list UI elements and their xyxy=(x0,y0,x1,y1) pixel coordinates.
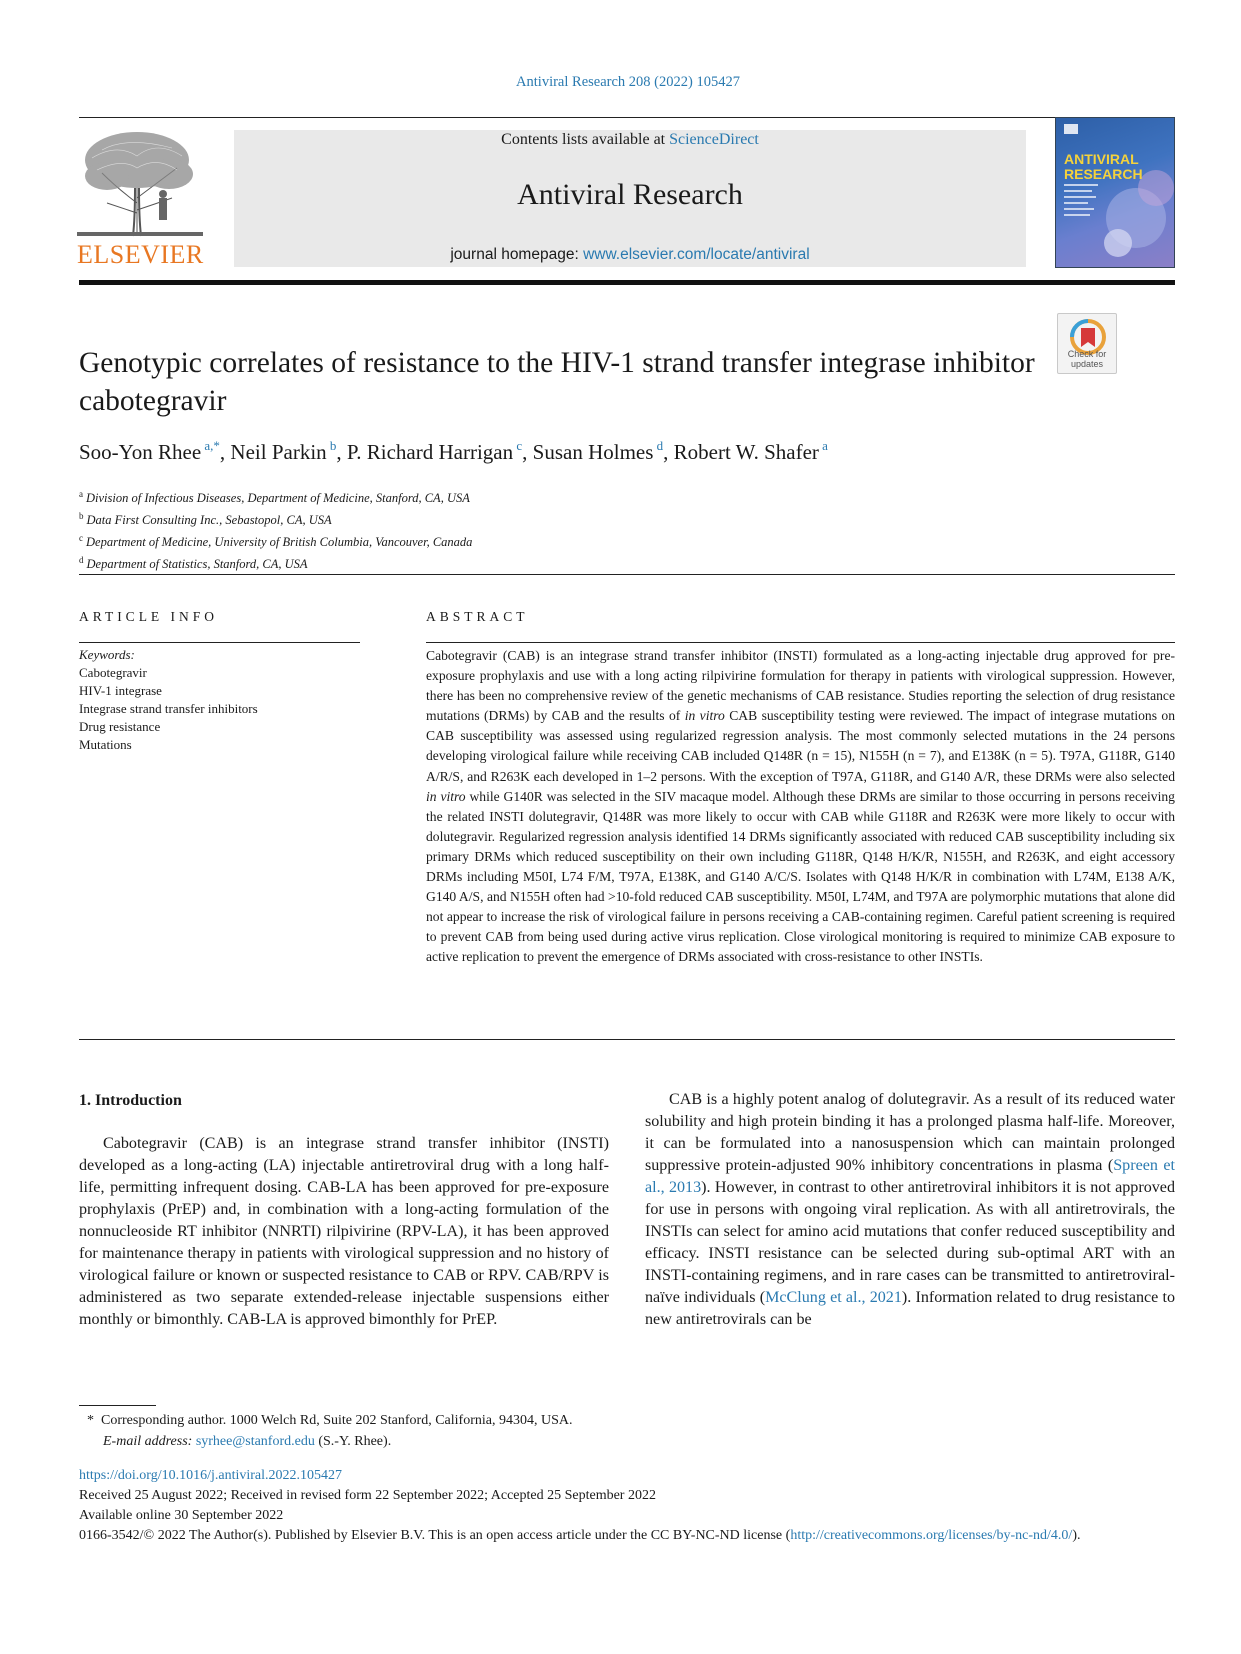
abstract-rule xyxy=(426,642,1175,643)
journal-cover-image xyxy=(1055,117,1175,268)
publication-info xyxy=(79,1466,1175,1546)
elsevier-wordmark: ELSEVIER xyxy=(77,240,204,269)
text-run: Cabotegravir (CAB) is an integrase strand transfer inhibitor (INSTI) formulated as a long-acting injectable drug approved for pre-exposure prophylaxis and use with a long acting rilpivirine formulation for therapy in patients with virological suppression. However, there has been no comprehensive review of the genetic mechanisms of CAB resistance. Studies reporting the selection of drug resistance mutations (DRMs) by CAB and the results of xyxy=(426,648,1175,724)
corresponding-address: Corresponding author. 1000 Welch Rd, Suite 202 Stanford, California, 94304, USA. xyxy=(101,1413,573,1428)
doi-link[interactable]: https://doi.org/10.1016/j.antiviral.2022.105427 xyxy=(79,1468,343,1483)
sciencedirect-link[interactable]: ScienceDirect xyxy=(669,131,759,148)
text-run: Cabotegravir (CAB) is an integrase strand transfer inhibitor (INSTI) developed as a long-acting (LA) injectable antiretroviral drug with a long half-life, permitting infrequent dosing. CAB-LA has been approved for pre-exposure prophylaxis (PrEP) and, in combination with a long-acting formulation of the nonnucleoside RT inhibitor (NNRTI) rilpivirine (RPV-LA), it has been approved for maintenance therapy in patients with virological suppression and no history of virological failure or known or suspected resistance to CAB or RPV. CAB/RPV is administered as two separate extended-release injectable suspensions either monthly or bimonthly. CAB-LA is approved bimonthly for PrEP. xyxy=(79,1135,609,1328)
italic-term: in vitro xyxy=(426,788,466,804)
received-dates: Received 25 August 2022; Received in revised form 22 September 2022; Accepted 25 September 2022 xyxy=(79,1488,656,1503)
author-name: Robert W. Shafer xyxy=(673,440,819,464)
keywords-block xyxy=(79,646,360,754)
affiliation-text: Department of Medicine, University of British Columbia, Vancouver, Canada xyxy=(86,535,473,549)
online-date: Available online 30 September 2022 xyxy=(79,1508,284,1523)
affiliation-marker: b xyxy=(79,511,84,521)
footnote-star: * xyxy=(87,1413,94,1428)
keywords-list xyxy=(79,664,360,754)
email-label: E-mail address: xyxy=(103,1434,193,1449)
elsevier-logo xyxy=(77,128,203,270)
author-separator: , xyxy=(663,440,674,464)
intro-paragraph-left xyxy=(79,1133,609,1331)
cover-title: ANTIVIRAL RESEARCH xyxy=(1064,151,1143,182)
keyword-item: Mutations xyxy=(79,737,132,752)
keyword-item: Integrase strand transfer inhibitors xyxy=(79,701,258,716)
author-affiliation-link[interactable]: d xyxy=(653,438,664,453)
top-rule xyxy=(79,117,1175,118)
check-for-updates-button[interactable] xyxy=(1057,313,1117,374)
author-separator: , xyxy=(219,440,231,464)
abstract-text xyxy=(426,646,1175,968)
text-run: ). However, in contrast to other antiretroviral inhibitors it is not approved for use in persons with ongoing viral replication. As with all antiretrovirals, the INSTIs can select for amino acid mutations that confer reduced susceptibility and efficacy. INSTI resistance can be selected during sub-optimal ART with an INSTI-containing regimens, and in rare cases can be transmitted to antiretroviral-naïve individuals ( xyxy=(645,1179,1175,1306)
cover-art-icon xyxy=(1056,118,1175,268)
elsevier-tree-icon xyxy=(77,128,203,238)
contents-line xyxy=(234,131,1026,149)
homepage-prefix: journal homepage: xyxy=(450,246,584,263)
affiliation-marker: c xyxy=(79,533,83,543)
abstract-heading: ABSTRACT xyxy=(426,609,529,624)
affiliation-item xyxy=(79,485,879,507)
article-title: Genotypic correlates of resistance to the HIV-1 strand transfer integrase inhibitor cabotegravir xyxy=(79,347,1035,417)
text-run: CAB susceptibility testing were reviewed. The impact of integrase mutations on CAB susceptibility was assessed using regularized regression analysis. The most commonly selected mutations in the 24 persons developing virological failure while receiving CAB included Q148R (n = 15), N155H (n = 7), and E138K (n = 5). T97A, G118R, G140 A/R/S, and R263K each developed in 1–2 persons. With the exception of T97A, G118R, and G140 A/R, these DRMs were also selected xyxy=(426,708,1175,784)
affiliation-list xyxy=(79,485,879,573)
email-link[interactable]: syrhee@stanford.edu xyxy=(195,1434,315,1449)
contents-prefix: Contents lists available at xyxy=(501,131,670,148)
keyword-item: HIV-1 integrase xyxy=(79,683,162,698)
reference-link[interactable]: Spreen et al., 2013 xyxy=(645,1157,1176,1196)
divider-rule xyxy=(79,574,1175,575)
journal-masthead xyxy=(234,130,1026,267)
author-list xyxy=(79,438,1079,465)
keyword-item: Drug resistance xyxy=(79,719,161,734)
license-line xyxy=(79,1526,1175,1546)
corresponding-author-footnote xyxy=(87,1410,572,1452)
author-affiliation-link[interactable]: a,* xyxy=(201,438,220,453)
check-updates-label: Check for updates xyxy=(1067,349,1107,369)
reference-link[interactable]: McClung et al., 2021 xyxy=(765,1289,902,1306)
homepage-link[interactable]: www.elsevier.com/locate/antiviral xyxy=(583,246,810,263)
footnote-rule xyxy=(79,1405,156,1406)
affiliation-marker: a xyxy=(79,489,83,499)
author-affiliation-link[interactable]: b xyxy=(326,438,337,453)
text-run: while G140R was selected in the SIV macaque model. Although these DRMs are similar to those occurring in persons receiving the related INSTI dolutegravir, Q148R was more likely to occur with CAB while G118R and R263K were more likely to occur with dolutegravir. Regularized regression analysis identified 14 DRMs significantly associated with reduced CAB susceptibility including six primary DRMs which reduced susceptibility on their own including G118R, Q148 H/K/R, N155H, and R263K, and eight accessory DRMs including M50I, L74 F/M, T97A, E138K, and G140 A/C/S. Isolates with Q148 H/K/R in combination with L74M, E138 A/K, G140 A/S, and N155H often had >10-fold reduced CAB susceptibility. M50I, L74M, and T97A are polymorphic mutations that alone did not appear to increase the risk of virological failure in persons receiving a CAB-containing regimen. Careful patient screening is required to prevent CAB from being used during active virus replication. Close virological monitoring is required to minimize CAB exposure to active replication to prevent the emergence of DRMs associated with cross-resistance to other INSTIs. xyxy=(426,788,1175,965)
journal-name: Antiviral Research xyxy=(517,178,743,211)
text-run: ). Information related to drug resistance to new antiretrovirals can be xyxy=(645,1289,1175,1328)
intro-paragraph-right xyxy=(645,1089,1175,1331)
italic-term: in vitro xyxy=(684,708,725,724)
text-run: CAB is a highly potent analog of dolutegravir. As a result of its reduced water solubility and high protein binding it has a prolonged plasma half-life. Moreover, it can be formulated into a nanosuspension which can maintain prolonged suppressive protein-adjusted 90% inhibitory concentrations in plasma ( xyxy=(645,1091,1175,1174)
affiliation-text: Department of Statistics, Stanford, CA, USA xyxy=(86,557,308,571)
author-affiliation-link[interactable]: c xyxy=(513,438,523,453)
article-info-heading: ARTICLE INFO xyxy=(79,609,219,624)
email-suffix: (S.-Y. Rhee). xyxy=(314,1434,392,1449)
article-info-rule xyxy=(79,642,360,643)
author-name: Susan Holmes xyxy=(532,440,654,464)
author-affiliation-link[interactable]: a xyxy=(818,438,828,453)
affiliation-marker: d xyxy=(79,555,84,565)
author-name: Neil Parkin xyxy=(230,440,327,464)
author-separator: , xyxy=(522,440,533,464)
affiliation-text: Data First Consulting Inc., Sebastopol, CA, USA xyxy=(86,513,332,527)
author-name: Soo-Yon Rhee xyxy=(79,440,202,464)
homepage-line xyxy=(234,246,1026,264)
affiliation-item xyxy=(79,507,879,529)
introduction-heading: 1. Introduction xyxy=(79,1092,182,1109)
header-thick-rule xyxy=(79,280,1175,285)
author-separator: , xyxy=(336,440,347,464)
license-prefix: 0166-3542/© 2022 The Author(s). Published by Elsevier B.V. This is an open access article under the CC BY-NC-ND license ( xyxy=(79,1528,791,1543)
affiliation-text: Division of Infectious Diseases, Department of Medicine, Stanford, CA, USA xyxy=(86,491,470,505)
keyword-item: Cabotegravir xyxy=(79,665,147,680)
divider-rule xyxy=(79,1039,1175,1040)
affiliation-item xyxy=(79,529,879,551)
author-name: P. Richard Harrigan xyxy=(346,440,514,464)
keywords-heading: Keywords: xyxy=(79,647,135,662)
journal-citation-link[interactable]: Antiviral Research 208 (2022) 105427 xyxy=(516,74,740,90)
license-suffix: ). xyxy=(1072,1528,1081,1543)
affiliation-item xyxy=(79,551,879,573)
license-link[interactable]: http://creativecommons.org/licenses/by-nc-nd/4.0/ xyxy=(790,1528,1073,1543)
